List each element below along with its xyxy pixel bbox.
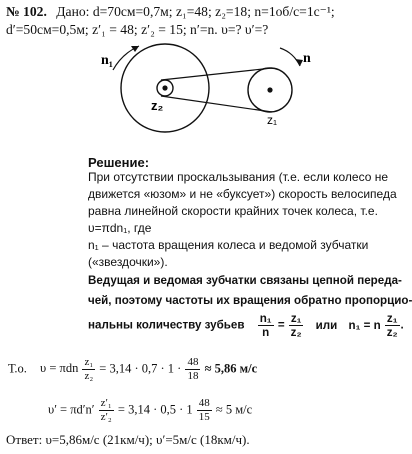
problem-header — [6, 4, 335, 20]
calc1-result: ≈ 5,86 м/с — [204, 361, 258, 376]
rotation-arrow-small — [280, 48, 300, 66]
calculation-v: Т.о. υ = πdn $\frac{\text{z₁}}{\text{z₂}}$ = 3,14 · 0,7 · 1 · $\frac{48}{18}$ ≈ 5,86 м/с — [8, 356, 258, 382]
answer: Ответ: υ=5,86м/с (21км/ч); υ′=5м/с (18км/ч). — [6, 432, 250, 447]
calc1-ratio-fraction: $\frac{\text{z₁}}{\text{z₂}}$ — [84, 356, 94, 382]
problem-given-line2: d′=50см=0,5м; z′₁ = 48; z′₂ = 15; n′=n. υ=? υ′=? — [6, 22, 269, 37]
label-z1: z₁ — [267, 113, 278, 127]
para2-line: чей, поэтому частоты их вращения обратно пропорцио- — [88, 294, 412, 307]
ratio-or: или — [315, 318, 338, 332]
calc2-result: ≈ 5 м/с — [215, 402, 253, 417]
calc1-number-fraction: $\frac{48}{18}$ — [187, 356, 199, 382]
problem-number: № 102. — [6, 4, 47, 19]
belt-bottom — [161, 96, 272, 112]
calc2-ratio-fraction: $\frac{\text{z′₁}}{\text{z′₂}}$ — [100, 397, 112, 423]
solution-heading: Решение: — [88, 155, 150, 170]
ratio-right-fraction: $\frac{\text{z₁}}{\text{z₂}}$ — [290, 312, 302, 339]
n1-fraction: $\frac{\text{z₁}}{\text{z₂}}$ — [386, 312, 398, 339]
calculation-v-prime: υ′ = πd′n′ $\frac{\text{z′₁}}{\text{z′₂}}$ = 3,14 · 0,5 · 1 $\frac{48}{15}$ ≈ 5 м/с — [48, 397, 253, 423]
n1-expression: n₁ = n — [348, 318, 381, 332]
para1-line: равна линейной скорости крайних точек колеса, т.е. — [88, 204, 378, 218]
para1-line: («звездочки»). — [88, 255, 168, 269]
ratio-line: нальны количеству зубьев $\frac{\text{n₁}}{n}$ = $\frac{\text{z₁}}{\text{z₂}}$ или n₁ = n $\frac{\text{z₁}}{\text{z₂}}$ . — [88, 312, 404, 339]
calc-prefix: Т.о. — [8, 361, 27, 376]
para2-line: Ведущая и ведомая зубчатки связаны цепной переда- — [88, 274, 402, 287]
para1-line: υ=πdn₁, где — [88, 221, 152, 235]
calc2-number-fraction: $\frac{48}{15}$ — [198, 397, 210, 423]
para1-line: n₁ – частота вращения колеса и ведомой зубчатки — [88, 238, 369, 252]
problem-given-line1: Дано: d=70см=0,7м; z₁=48; z₂=18; n=1об/с=1с⁻¹; — [56, 4, 335, 19]
solution-para2 — [88, 272, 412, 309]
small-wheel-axle — [267, 87, 272, 92]
label-n: n — [303, 51, 311, 66]
solution-para1 — [88, 169, 397, 271]
ratio-left-fraction: $\frac{\text{n₁}}{n}$ — [259, 312, 272, 339]
label-n1: n₁ — [101, 53, 113, 68]
label-z2: z₂ — [151, 98, 164, 113]
large-wheel-axle — [162, 85, 167, 90]
para2-line: нальны количеству зубьев — [88, 318, 245, 332]
para1-line: При отсутствии проскальзывания (т.е. если колесо не — [88, 170, 389, 184]
pulley-diagram — [95, 42, 325, 154]
para1-line: движется «юзом» и не «буксует») скорость велосипеда — [88, 187, 397, 201]
